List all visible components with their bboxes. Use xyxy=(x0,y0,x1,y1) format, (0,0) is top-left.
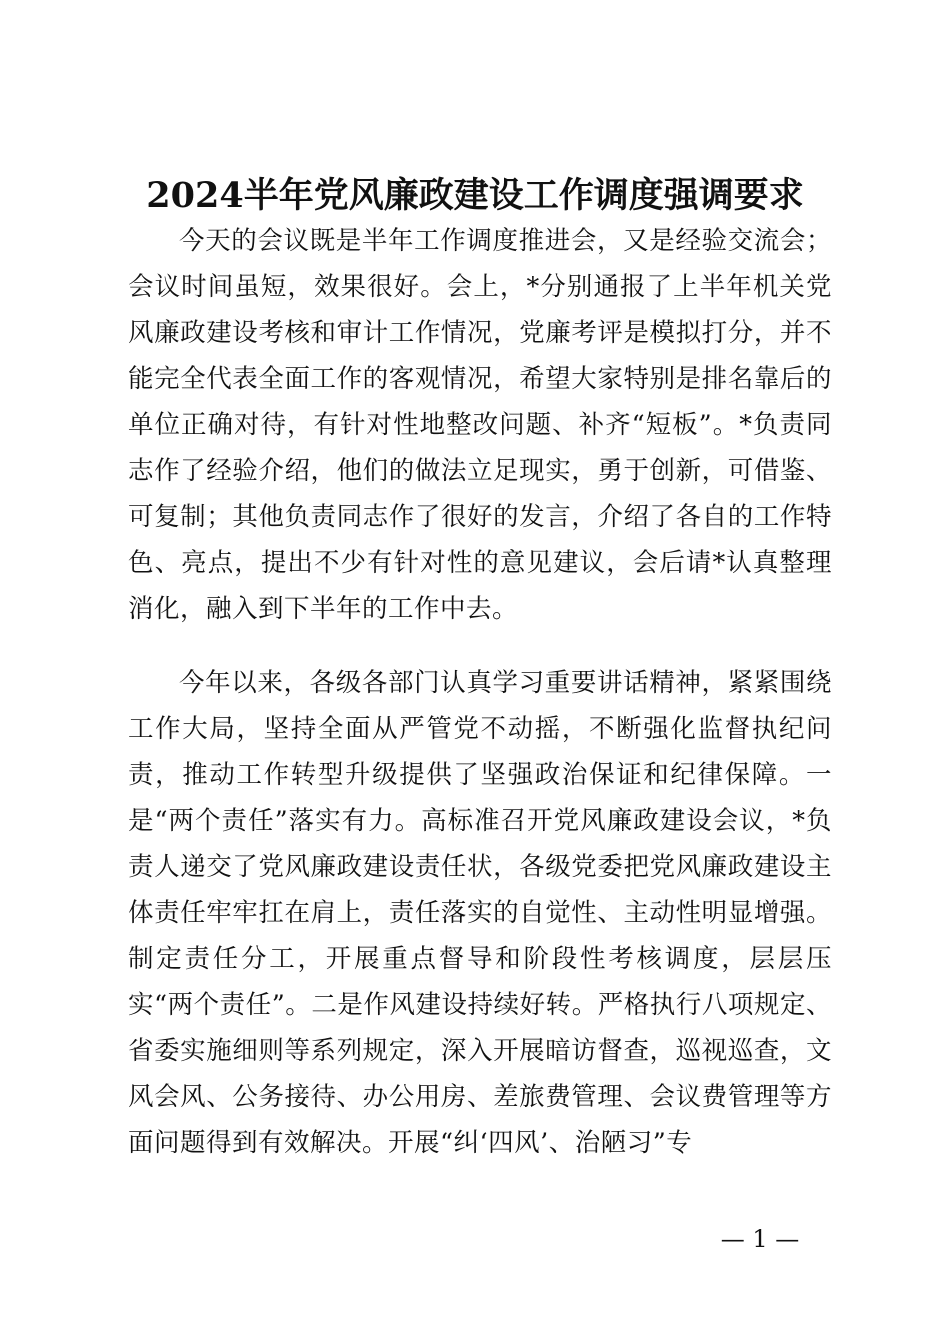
paragraph-1: 今天的会议既是半年工作调度推进会，又是经验交流会；会议时间虽短，效果很好。会上，*分别通报了上半年机关党风廉政建设考核和审计工作情况，党廉考评是模拟打分，并不能完全代表全面工作的客观情况，希望大家特别是排名靠后的单位正确对待，有针对性地整改问题、补齐“短板”。*负责同志作了经验介绍，他们的做法立足现实，勇于创新，可借鉴、可复制；其他负责同志作了很好的发言，介绍了各自的工作特色、亮点，提出不少有针对性的意见建议，会后请*认真整理消化，融入到下半年的工作中去。 xyxy=(128,226,832,624)
page-number: — 1 — xyxy=(720,1225,800,1253)
paragraph-2: 今年以来，各级各部门认真学习重要讲话精神，紧紧围绕工作大局，坚持全面从严管党不动摇，不断强化监督执纪问责，推动工作转型升级提供了坚强政治保证和纪律保障。一是“两个责任”落实有力。高标准召开党风廉政建设会议，*负责人递交了党风廉政建设责任状，各级党委把党风廉政建设主体责任牢牢扛在肩上，责任落实的自觉性、主动性明显增强。制定责任分工，开展重点督导和阶段性考核调度，层层压实“两个责任”。二是作风建设持续好转。严格执行八项规定、省委实施细则等系列规定，深入开展暗访督查，巡视巡查，文风会风、公务接待、办公用房、差旅费管理、会议费管理等方面问题得到有效解决。开展“纠‘四风’、治陋习”专 xyxy=(128,668,832,1158)
document-title: 2024半年党风廉政建设工作调度强调要求 xyxy=(146,175,804,216)
